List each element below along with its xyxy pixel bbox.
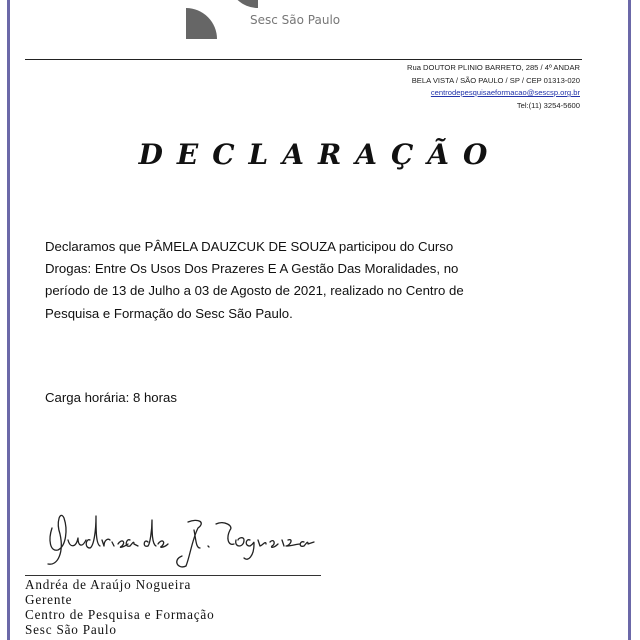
body-line: período de 13 de Julho a 03 de Agosto de 2021, realizado no Centro de	[45, 283, 464, 299]
signature-image	[38, 500, 328, 570]
body-line: Declaramos que PÂMELA DAUZCUK DE SOUZA participou do Curso	[45, 239, 454, 254]
document-title: DECLARAÇÃO	[138, 138, 502, 171]
address-line-1: Rua DOUTOR PLINIO BARRETO, 285 / 4º ANDAR	[407, 63, 580, 72]
signer-department: Centro de Pesquisa e Formação	[25, 607, 215, 622]
signer-block	[25, 577, 214, 637]
address-block	[407, 62, 580, 112]
logo-shape-icon	[186, 8, 217, 39]
logo	[186, 0, 426, 38]
signer-name: Andréa de Araújo Nogueira	[25, 577, 192, 592]
page-border-right	[628, 0, 631, 640]
signature-line	[25, 575, 321, 576]
body-line: Pesquisa e Formação do Sesc São Paulo.	[45, 305, 293, 321]
signer-organization: Sesc São Paulo	[25, 622, 117, 637]
page-border-left	[7, 0, 10, 640]
header-divider	[25, 59, 582, 60]
course-hours: Carga horária: 8 horas	[45, 390, 177, 405]
address-line-2: BELA VISTA / SÃO PAULO / SP / CEP 01313-020	[411, 75, 580, 85]
email-link[interactable]: centrodepesquisaeformacao@sescsp.org.br	[430, 88, 580, 97]
body-line: Drogas: Entre Os Usos Dos Prazeres E A Gestão Das Moralidades, no	[45, 261, 459, 277]
logo-subtitle: Sesc São Paulo	[250, 13, 341, 27]
phone: Tel:(11) 3254-5600	[516, 100, 580, 110]
declaration-body	[45, 236, 605, 325]
signer-role: Gerente	[25, 592, 73, 607]
logo-shape-top-icon	[228, 0, 258, 8]
